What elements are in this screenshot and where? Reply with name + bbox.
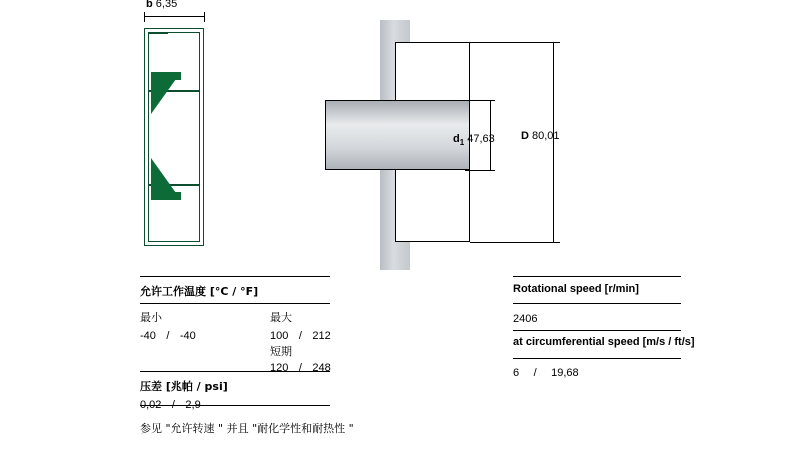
pressure-separator: / xyxy=(171,399,175,411)
shaft-body xyxy=(325,100,470,170)
circumferential-speed-ms: 6 xyxy=(513,367,520,379)
dimension-d1-extension-bottom xyxy=(465,170,495,171)
temp-short-term-separator: / xyxy=(298,362,302,374)
dimension-d1-subscript: 1 xyxy=(459,138,465,148)
temp-min-label: 最小 xyxy=(140,311,162,324)
temp-min-header xyxy=(140,308,162,326)
rotational-speed-section xyxy=(513,283,639,295)
temp-min-fahrenheit: -40 xyxy=(179,330,196,342)
temp-min-values xyxy=(140,326,196,344)
dimension-D-label xyxy=(521,130,560,142)
circumferential-speed-values xyxy=(513,363,579,381)
temp-max-fahrenheit: 212 xyxy=(312,330,331,342)
circumferential-speed-separator: / xyxy=(533,367,537,379)
pressure-value-mpa: 0,02 xyxy=(140,399,162,411)
temp-short-term-label: 短期 xyxy=(270,345,292,358)
reference-note-text: 参见 "允许转速 " 并且 "耐化学性和耐热性 " xyxy=(140,422,354,435)
permissible-temperature-title: 允许工作温度 [°C / °F] xyxy=(140,285,259,298)
pressure-value-psi: 2,9 xyxy=(185,399,201,411)
right-table-header-rule xyxy=(513,303,681,304)
dimension-b-tick-right xyxy=(204,12,205,22)
seal-lower-lip-base xyxy=(151,192,181,200)
temp-max-separator: / xyxy=(298,330,302,342)
rotational-speed-value-row xyxy=(513,309,537,327)
right-table-top-rule xyxy=(513,276,681,277)
pressure-difference-title: 压差 [兆帕 / psi] xyxy=(140,380,228,393)
dimension-D-extension-bottom xyxy=(470,242,560,243)
dimension-b-symbol: b xyxy=(146,0,153,10)
dimension-b-label xyxy=(146,0,177,10)
rotational-speed-title: Rotational speed [r/min] xyxy=(513,283,639,295)
dimension-b-line xyxy=(144,16,204,17)
circumferential-speed-title: at circumferential speed [m/s / ft/s] xyxy=(513,336,695,348)
dimension-d1-symbol: d xyxy=(453,133,460,145)
dimension-D-symbol: D xyxy=(521,130,529,142)
dimension-D-line xyxy=(553,42,554,242)
pressure-difference-section xyxy=(140,378,228,394)
dimension-D-extension-top xyxy=(470,42,560,43)
right-table-bottom-rule xyxy=(513,358,681,359)
circumferential-speed-fts: 19,68 xyxy=(551,367,579,379)
left-table-header-rule xyxy=(140,303,330,304)
temp-max-label: 最大 xyxy=(270,311,292,324)
seal-cross-section-drawing xyxy=(130,0,240,248)
temp-max-celsius: 100 xyxy=(270,330,289,342)
temp-short-term-fahrenheit: 248 xyxy=(312,362,331,374)
dimension-d1-label xyxy=(453,133,495,147)
permissible-temperature-section xyxy=(140,283,258,299)
assembly-drawing xyxy=(325,20,625,270)
seal-top-notch-line xyxy=(148,32,168,34)
temp-max-header xyxy=(270,308,292,326)
pressure-difference-values xyxy=(140,395,201,413)
circumferential-speed-section xyxy=(513,336,695,348)
seal-inner-body xyxy=(148,32,200,242)
temp-short-term-values xyxy=(270,358,331,376)
temp-min-separator: / xyxy=(166,330,170,342)
dimension-b-value: 6,35 xyxy=(155,0,178,10)
left-table-top-rule xyxy=(140,276,330,277)
temp-short-term-celsius: 120 xyxy=(270,362,289,374)
seal-upper-lip-wedge xyxy=(151,72,181,114)
rotational-speed-value: 2406 xyxy=(513,313,538,325)
dimension-d1-value: 47,63 xyxy=(467,133,495,145)
temp-min-celsius: -40 xyxy=(140,330,156,342)
reference-note xyxy=(140,419,354,437)
right-table-mid-rule xyxy=(513,330,681,331)
dimension-D-value: 80,01 xyxy=(532,130,560,142)
dimension-b-tick-left xyxy=(144,12,145,22)
